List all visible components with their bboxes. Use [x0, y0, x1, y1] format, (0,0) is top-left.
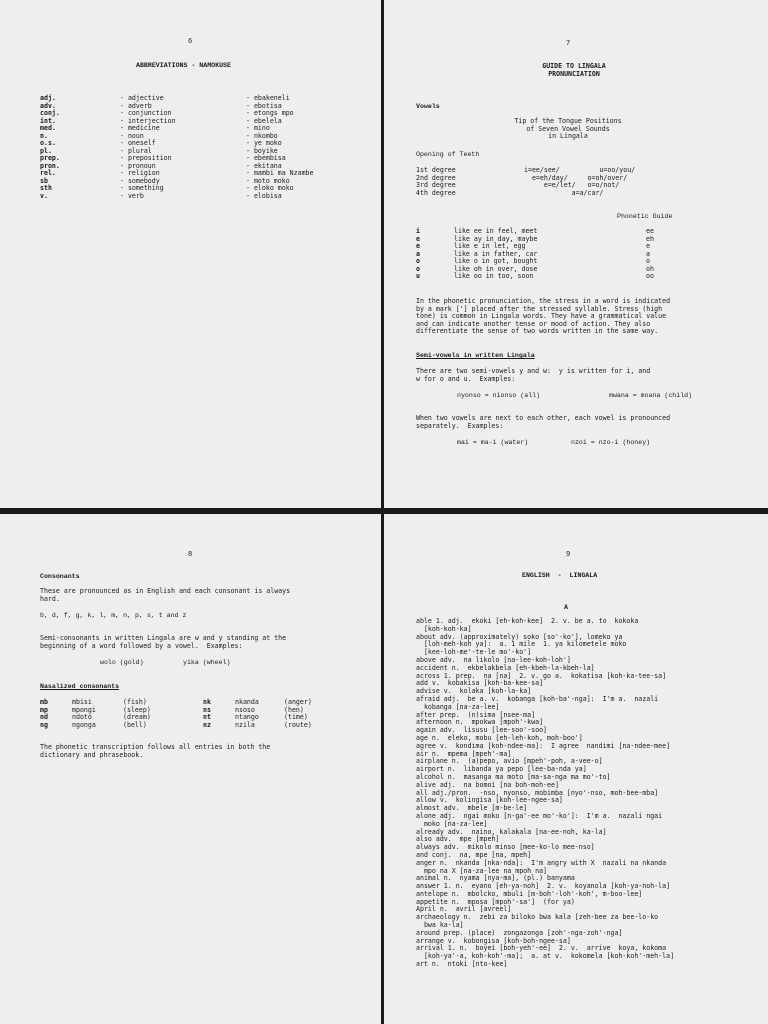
page-number: 7 [566, 40, 571, 48]
semi-consonants-paragraph: Semi-consonants in written Lingala are w and y standing at the beginning of a word followed by a vowel. Examples: [40, 634, 287, 650]
page-title: GUIDE TO LINGALA PRONUNCIATION [542, 62, 606, 78]
semi-consonant-example: yika (wheel) [183, 659, 231, 666]
page-title: ENGLISH - LINGALA [522, 572, 598, 579]
nasal-meaning-column: (anger) (hen) (time) (route) [284, 698, 312, 729]
nasalized-consonants-heading: Nasalized consonants [40, 683, 120, 690]
page-number: 8 [188, 551, 193, 559]
semi-vowel-example: mwana = moana (child) [609, 392, 693, 399]
semi-consonant-example: wolo (gold) [100, 659, 144, 666]
nasal-consonant-column: mb mp nd ng [40, 698, 48, 729]
vowel-examples: like ee in feel, meet like ay in day, maybe like e in let, egg like a in father, car like o in got, bought like oh in over, dose like oo in too, soon [454, 227, 538, 280]
two-vowels-example: mai = ma-i (water) [457, 439, 529, 446]
phonetic-guide-label: Phonetic Guide [617, 213, 673, 220]
opening-of-teeth-label: Opening of Teeth [416, 151, 480, 158]
page-number: 6 [188, 38, 193, 46]
semi-vowels-paragraph: There are two semi-vowels y and w: y is written for i, and w for o and u. Examples: [416, 367, 651, 383]
page-8 [0, 514, 381, 1024]
page-title: ABBREVIATIONS - NAMOKUSE [136, 62, 231, 69]
degree-vowel-values: i=ee/see/ u=oo/you/ e=eh/day/ o=oh/over/ e=e/let/ o=o/not/ a=a/car/ [524, 166, 636, 197]
vowel-letters: i e e a o o u [416, 227, 420, 280]
semi-vowels-heading: Semi-vowels in written Lingala [416, 352, 535, 359]
consonant-letters: b, d, f, g, k, l, m, n, p, s, t and z [40, 612, 187, 619]
page-7 [384, 0, 768, 508]
section-letter: A [564, 604, 568, 611]
degree-labels: 1st degree 2nd degree 3rd degree 4th degree [416, 166, 456, 197]
tongue-positions-title: Tip of the Tongue Positions of Seven Vowel Sounds in Lingala [514, 117, 622, 140]
abbreviation-column: adj. adv. conj. int. med. n. o.s. pl. prep. pron. rel. sb sth v. [40, 94, 60, 200]
page-number: 9 [566, 551, 571, 559]
dictionary-entries: able 1. adj. ekoki [eh-koh-kee] 2. v. be a. to kokoka [koh-koh-ka] about adv. (approximately) soko [so'-ko'], lomeko ya [loh-meh-koh ya]: a. 1 mile 1. ya kilometele moko [kee-loh-me'-te-le mo'-ko'] above adv. na likolo [na-lee-koh-loh'] accident n. ekbelakbela [eh-kbeh-la-kbeh-la] across 1. prep. na [na] 2. v. go a. kokatisa [koh-ka-tee-sa] add v. kobakisa [koh-ba-kee-sa] advise v. kolaka [koh-la-ka] afraid adj. be a. v. kobanga [koh-ba'-nga]: I'm a. nazali kobanga [na-za-lee] after prep. (n)sima [nsee-ma] afternoon n. mpokwa [mpoh'-kwa] again adv. lisusu [lee-soo'-soo] age n. eleko, mobu [eh-leh-koh, moh-boo'] agree v. kondima [koh-ndee-ma]: I agree nandimi [na-ndee-mee] air n. mpema [mpeh'-ma] airplane n. (a)pepo, avio [mpeh'-poh, a-vee-o] airport n. libanda ya pepo [lee-ba-nda ya] alcohol n. masanga ma moto [ma-sa-nga ma mo'-to] alive adj. na bomoi [na boh-moh-ee] all adj./pron. -nso, nyonso, mobimba [nyo'-nso, moh-bee-mba] allow v. kolingisa [koh-lee-ngee-sa] almost adv. mbele [m-be-le] alone adj. ngai moko [n-ga'-ee mo'-ko']: I'm a. nazali ngai moko [na-za-lee] already adv. naino, kalakala [na-ee-noh, ka-la] also adv. mpe [mpeh] always adv. mikolo minso [mee-ko-lo mee-nso] and conj. na, mpe [na, mpeh] anger n. nkanda [nka-nda]: I'm angry with X nazali na nkanda mpo na X [na-za-lee na mpoh na] animal n. nyama [nya-ma], (pl.) banyama answer 1. n. eyano [eh-ya-noh] 2. v. koyanola [koh-ya-noh-la] antelope n. mbolcko, mbuli [m-boh'-loh'-koh', m-boo-lee] appetite n. mposa [mpoh'-sa'] (for ya) April n. avril [avreel] archaeology n. zebi za biloko bwa kala [zeh-bee za bee-lo-ko bwa ka-la] around prep. (place) zongazonga [zoh'-nga-zoh'-nga] arrange v. kobongisa [koh-boh-ngee-sa] arrival 1. n. boyei [boh-yeh'-ee] 2. v. arrive koya, kokoma [koh-ya'-a, koh-koh'-ma]; a. at v. kokomela [koh-koh'-meh-la] art n. ntoki [nto-kee] [416, 617, 675, 969]
two-vowels-example: nzoi = nzo-i (honey) [571, 439, 651, 446]
vowels-heading: Vowels [416, 103, 440, 110]
two-vowels-paragraph: When two vowels are next to each other, each vowel is pronounced separately. Examples: [416, 414, 671, 430]
nasal-example-column: nkanda nsoso ntango nzila [235, 698, 259, 729]
nasal-example-column: mbisi mpongi ndoto ngonga [72, 698, 96, 729]
english-meaning-column: - adjective - adverb - conjunction - interjection - medicine - noun - oneself - plural - preposition - pronoun - religion - somebody - something - verb [120, 94, 176, 200]
consonants-heading: Consonants [40, 573, 80, 580]
stress-paragraph: In the phonetic pronunciation, the stress in a word is indicated by a mark ['] placed after the stressed syllable. Stress (high tone) is common in Lingala words. They have a grammatical value and can indicate another tense or mood of action. They also differentiate the sense of two words written in the same way. [416, 297, 671, 335]
nasal-meaning-column: (fish) (sleep) (dream) (bell) [123, 698, 151, 729]
nasal-consonant-column: nk ns nt nz [203, 698, 211, 729]
consonants-paragraph: These are pronounced as in English and each consonant is always hard. [40, 587, 291, 603]
page-6 [0, 0, 381, 508]
lingala-meaning-column: - ebakeneli - ebotisa - etongs mpo - ebelela - mino - nkombo - ye moko - boyike - ebembisa - ekitana - mambi ma Nzambe - moto moko - eloko moko - elobisa [246, 94, 314, 200]
vowel-phonetic-guides: ee eh e a o oh oo [646, 227, 654, 280]
semi-vowel-example: nyonso = nionso (all) [457, 392, 541, 399]
transcription-paragraph: The phonetic transcription follows all entries in both the dictionary and phrasebook. [40, 743, 271, 759]
page-9 [384, 514, 768, 1024]
